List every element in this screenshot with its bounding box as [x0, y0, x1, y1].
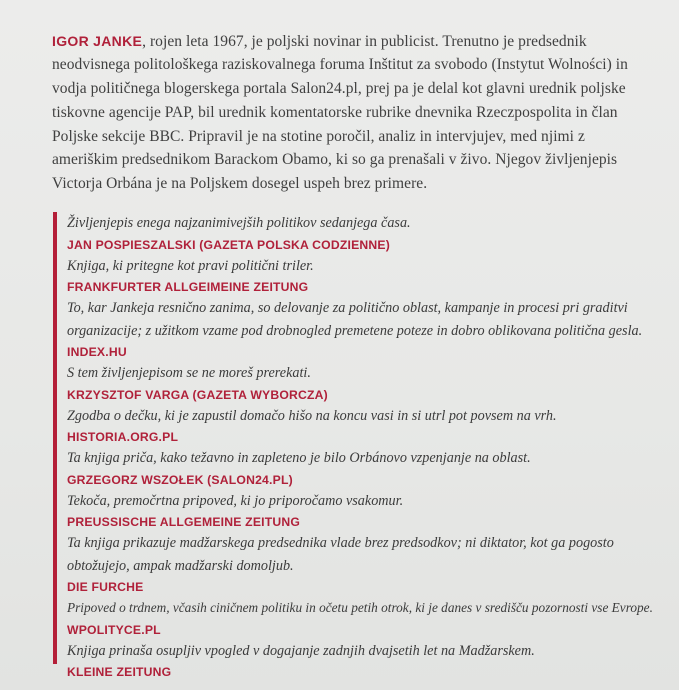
- quote-text: S tem življenjepisom se ne moreš prerekati.: [67, 365, 311, 381]
- quote-source: JAN POSPIESZALSKI (GAZETA POLSKA CODZIENNE): [67, 237, 391, 252]
- quote-text: Knjiga, ki pritegne kot pravi politični triler.: [67, 257, 314, 274]
- quote-text: To, kar Jankeja resnično zanima, so delovanje za politično oblast, kampanje in procesi pri graditvi organizacije; z užitkom vzame pod drobnogled premetene poteze in dobro oblikovana politična gesla.: [67, 300, 643, 339]
- quote-text: Pripoved o trdnem, včasih ciničnem politiku in očetu petih otrok, ki je danes v središču pozornosti vse Evrope.: [67, 600, 653, 615]
- quote-text: Tekoča, premočrtna pripoved, ki jo priporočamo vsakomur.: [67, 492, 404, 509]
- quote-source: HISTORIA.ORG.PL: [67, 430, 179, 444]
- author-name: IGOR JANKE: [52, 32, 143, 49]
- quote-source: KLEINE ZEITUNG: [67, 665, 172, 679]
- review-quotes: [53, 212, 653, 679]
- quote-text: Življenjepis enega najzanimivejših politikov sedanjega časa.: [67, 215, 411, 231]
- quote-source: WPOLITYCE.PL: [67, 622, 161, 637]
- quote-text: Zgodba o dečku, ki je zapustil domačo hišo na koncu vasi in si utrl pot povsem na vrh.: [67, 407, 557, 424]
- quote-source: INDEX.HU: [67, 345, 127, 359]
- quote-source: DIE FURCHE: [67, 580, 144, 594]
- quote-text: Knjiga prinaša osupljiv vpogled v dogajanje zadnjih dvajsetih let na Madžarskem.: [67, 642, 535, 659]
- quote-source: GRZEGORZ WSZOŁEK (SALON24.PL): [67, 472, 293, 487]
- quote-text: Ta knjiga prikazuje madžarskega predsednika vlade brez predsodkov; ni diktator, kot ga pogosto obtožujejo, ampak madžarski domoljub.: [67, 535, 614, 574]
- author-bio: [52, 30, 652, 197]
- quote-source: FRANKFURTER ALLGEIMEINE ZEITUNG: [67, 280, 309, 294]
- quote-source: KRZYSZTOF VARGA (GAZETA WYBORCZA): [67, 387, 328, 402]
- author-bio-text: , rojen leta 1967, je poljski novinar in publicist. Trenutno je predsednik neodvisnega politološkega raziskovalnega foruma Inštitut za svobodo (Instytut Wolności) in vodja političnega blogerskega portala Salon24.pl, prej pa je delal kot glavni urednik poljske tiskovne agencije PAP, bil urednik komentatorske rubrike dnevnika Rzeczpospolita in član Poljske sekcije BBC. Pripravil je na stotine poročil, analiz in intervjujev, med njimi z ameriškim predsednikom Barackom Obamo, ki so ga prenašali v živo. Njegov življenjepis Victorja Orbána je na Poljskem dosegel uspeh brez primere.: [52, 32, 628, 193]
- quote-text: Ta knjiga priča, kako težavno in zapleteno je bilo Orbánovo vzpenjanje na oblast.: [67, 450, 531, 466]
- quote-source: PREUSSISCHE ALLGEMEINE ZEITUNG: [67, 515, 301, 529]
